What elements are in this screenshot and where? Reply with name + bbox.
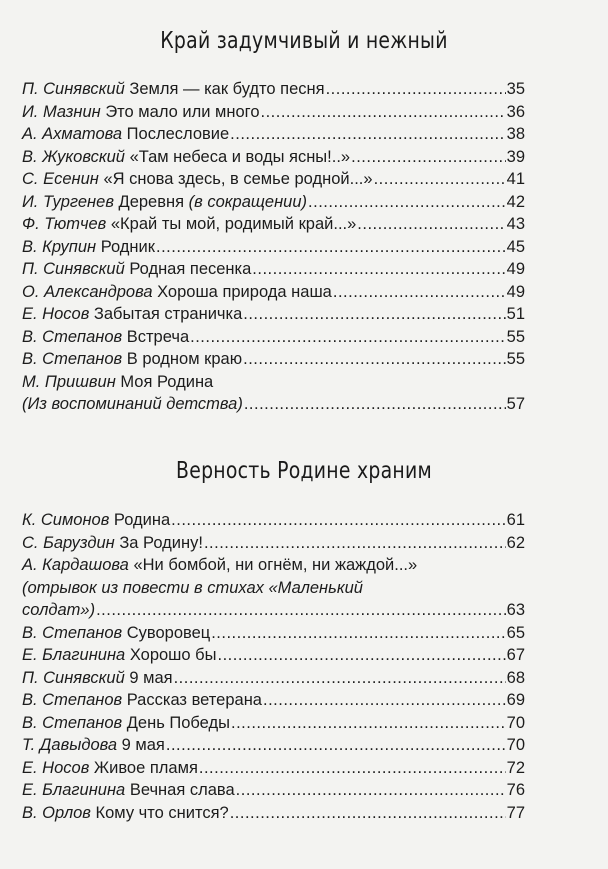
- dot-leader: [351, 146, 506, 169]
- entry-page: 65: [506, 623, 525, 642]
- entry-page: 76: [506, 781, 525, 799]
- entry-author: Ф. Тютчев: [22, 215, 107, 233]
- toc-entry[interactable]: [22, 101, 525, 124]
- entry-author: В. Степанов: [22, 327, 123, 346]
- entry-author: М. Пришвин: [22, 372, 116, 391]
- toc-entry[interactable]: [22, 348, 525, 371]
- entry-author: П. Синявский: [22, 260, 125, 278]
- dot-leader: [243, 303, 505, 326]
- toc-entry[interactable]: [22, 802, 525, 825]
- entry-author: В. Степанов: [22, 350, 123, 368]
- toc-entry-first-line[interactable]: [22, 554, 525, 577]
- entry-note: (в сокращении): [188, 192, 308, 211]
- entry-author: К. Симонов: [22, 511, 110, 529]
- entry-author: Т. Давыдова: [22, 736, 118, 754]
- entry-page: 68: [506, 668, 525, 687]
- toc-entry[interactable]: [22, 191, 525, 214]
- entry-title: За Родину!: [114, 533, 203, 552]
- toc-entry-continuation[interactable]: [22, 599, 525, 622]
- entry-title: «Я снова здесь, в семье родной...»: [98, 170, 373, 188]
- entry-page: 36: [506, 102, 525, 121]
- entry-page: 45: [506, 237, 525, 256]
- entry-page: 39: [506, 147, 525, 166]
- entry-continuation: солдат»): [22, 601, 96, 619]
- dot-leader: [166, 734, 506, 757]
- entry-title: Хорошо бы: [125, 646, 217, 664]
- dot-leader: [374, 168, 506, 191]
- dot-leader: [199, 757, 506, 780]
- entry-page: 38: [506, 125, 525, 143]
- toc-list: [22, 78, 525, 416]
- dot-leader: [357, 213, 505, 236]
- entry-author: И. Тургенев: [22, 192, 114, 211]
- entry-title: Послесловие: [122, 125, 230, 143]
- toc-entry[interactable]: [22, 258, 525, 281]
- dot-leader: [252, 258, 505, 281]
- toc-entry[interactable]: [22, 757, 525, 780]
- entry-page: 77: [506, 803, 525, 822]
- entry-page: 72: [506, 758, 525, 777]
- dot-leader: [96, 599, 506, 622]
- entry-page: 55: [506, 327, 525, 346]
- entry-title: Встреча: [122, 327, 190, 346]
- entry-title: Хороша природа наша: [152, 282, 332, 301]
- entry-author: П. Синявский: [22, 668, 125, 687]
- entry-title: Родная песенка: [124, 260, 252, 278]
- entry-title: Вечная слава: [125, 781, 235, 799]
- entry-page: 67: [506, 646, 525, 664]
- entry-author: Е. Благинина: [22, 781, 126, 799]
- toc-entry[interactable]: [22, 712, 525, 735]
- entry-author: П. Синявский: [22, 80, 125, 98]
- entry-page: 70: [506, 736, 525, 754]
- entry-author: В. Жуковский: [22, 147, 125, 166]
- section-title: Верность Родине храним: [176, 458, 432, 484]
- dot-leader: [204, 532, 506, 555]
- entry-author: В. Степанов: [22, 691, 123, 709]
- entry-title: Кому что снится?: [90, 803, 229, 822]
- dot-leader: [156, 236, 506, 259]
- toc-list: [22, 509, 525, 824]
- entry-title: Родник: [96, 237, 155, 256]
- entry-title: В родном краю: [122, 350, 243, 368]
- entry-author: В. Степанов: [22, 713, 123, 732]
- entry-author: Е. Носов: [22, 305, 90, 323]
- toc-entry-continuation[interactable]: [22, 393, 525, 416]
- entry-page: 57: [506, 395, 525, 413]
- entry-page: 42: [506, 192, 525, 211]
- entry-author: В. Крупин: [22, 237, 97, 256]
- toc-entry[interactable]: [22, 509, 525, 532]
- toc-entry[interactable]: [22, 123, 525, 146]
- entry-title: Деревня: [113, 192, 189, 211]
- dot-leader: [230, 802, 506, 825]
- entry-title: Забытая страничка: [89, 305, 243, 323]
- toc-entry[interactable]: [22, 689, 525, 712]
- entry-author: С. Баруздин: [22, 533, 115, 552]
- entry-page: 41: [506, 170, 525, 188]
- entry-page: 55: [506, 350, 525, 368]
- entry-title: Земля — как будто песня: [124, 80, 325, 98]
- dot-leader: [190, 326, 506, 349]
- entry-author: А. Кардашова: [22, 556, 129, 574]
- dot-leader: [230, 123, 505, 146]
- entry-page: 63: [506, 601, 525, 619]
- entry-title: Живое пламя: [89, 758, 198, 777]
- entry-title: Родина: [109, 511, 171, 529]
- entry-author: В. Орлов: [22, 803, 91, 822]
- entry-title: Это мало или много: [100, 102, 260, 121]
- entry-title: 9 мая: [117, 736, 165, 754]
- toc-entry[interactable]: [22, 213, 525, 236]
- entry-author: С. Есенин: [22, 170, 99, 188]
- dot-leader: [261, 101, 506, 124]
- dot-leader: [244, 393, 506, 416]
- dot-leader: [217, 644, 505, 667]
- entry-author: И. Мазнин: [22, 102, 101, 121]
- dot-leader: [308, 191, 506, 214]
- entry-page: 62: [506, 533, 525, 552]
- toc-entry[interactable]: [22, 168, 525, 191]
- dot-leader: [333, 281, 506, 304]
- entry-author: Е. Благинина: [22, 646, 126, 664]
- entry-page: 61: [506, 511, 525, 529]
- dot-leader: [231, 712, 506, 735]
- entry-title: «Там небеса и воды ясны!..»: [124, 147, 351, 166]
- toc-entry-first-line[interactable]: [22, 371, 525, 394]
- entry-page: 49: [506, 282, 525, 301]
- dot-leader: [236, 779, 506, 802]
- entry-page: 51: [506, 305, 525, 323]
- entry-author: Е. Носов: [22, 758, 90, 777]
- entry-title: 9 мая: [124, 668, 173, 687]
- entry-title: Рассказ ветерана: [122, 691, 262, 709]
- toc-entry[interactable]: [22, 326, 525, 349]
- entry-author: О. Александрова: [22, 282, 153, 301]
- entry-page: 35: [506, 80, 525, 98]
- dot-leader: [174, 667, 506, 690]
- toc-entry[interactable]: [22, 236, 525, 259]
- toc-entry[interactable]: [22, 644, 525, 667]
- toc-entry[interactable]: [22, 622, 525, 645]
- dot-leader: [171, 509, 505, 532]
- dot-leader: [263, 689, 506, 712]
- toc-entry[interactable]: [22, 532, 525, 555]
- section-title: Край задумчивый и нежный: [160, 28, 448, 54]
- toc-entry[interactable]: [22, 281, 525, 304]
- entry-page: 43: [506, 215, 525, 233]
- dot-leader: [326, 78, 506, 101]
- dot-leader: [243, 348, 506, 371]
- dot-leader: [211, 622, 505, 645]
- entry-title: Суворовец: [122, 623, 211, 642]
- toc-entry[interactable]: [22, 146, 525, 169]
- entry-continuation: (Из воспоминаний детства): [22, 395, 243, 413]
- entry-continuation: (отрывок из повести в стихах «Маленький: [22, 578, 363, 597]
- entry-title: «Ни бомбой, ни огнём, ни жаждой...»: [128, 556, 418, 574]
- toc-entry[interactable]: [22, 78, 525, 101]
- entry-author: А. Ахматова: [22, 125, 123, 143]
- toc-entry[interactable]: [22, 667, 525, 690]
- entry-title: Моя Родина: [115, 372, 214, 391]
- entry-title: «Край ты мой, родимый край...»: [106, 215, 357, 233]
- entry-page: 69: [506, 691, 525, 709]
- entry-title: День Победы: [122, 713, 230, 732]
- entry-page: 49: [506, 260, 525, 278]
- toc-entry[interactable]: [22, 734, 525, 757]
- toc-entry[interactable]: [22, 779, 525, 802]
- entry-page: 70: [506, 713, 525, 732]
- entry-author: В. Степанов: [22, 623, 123, 642]
- toc-entry[interactable]: [22, 303, 525, 326]
